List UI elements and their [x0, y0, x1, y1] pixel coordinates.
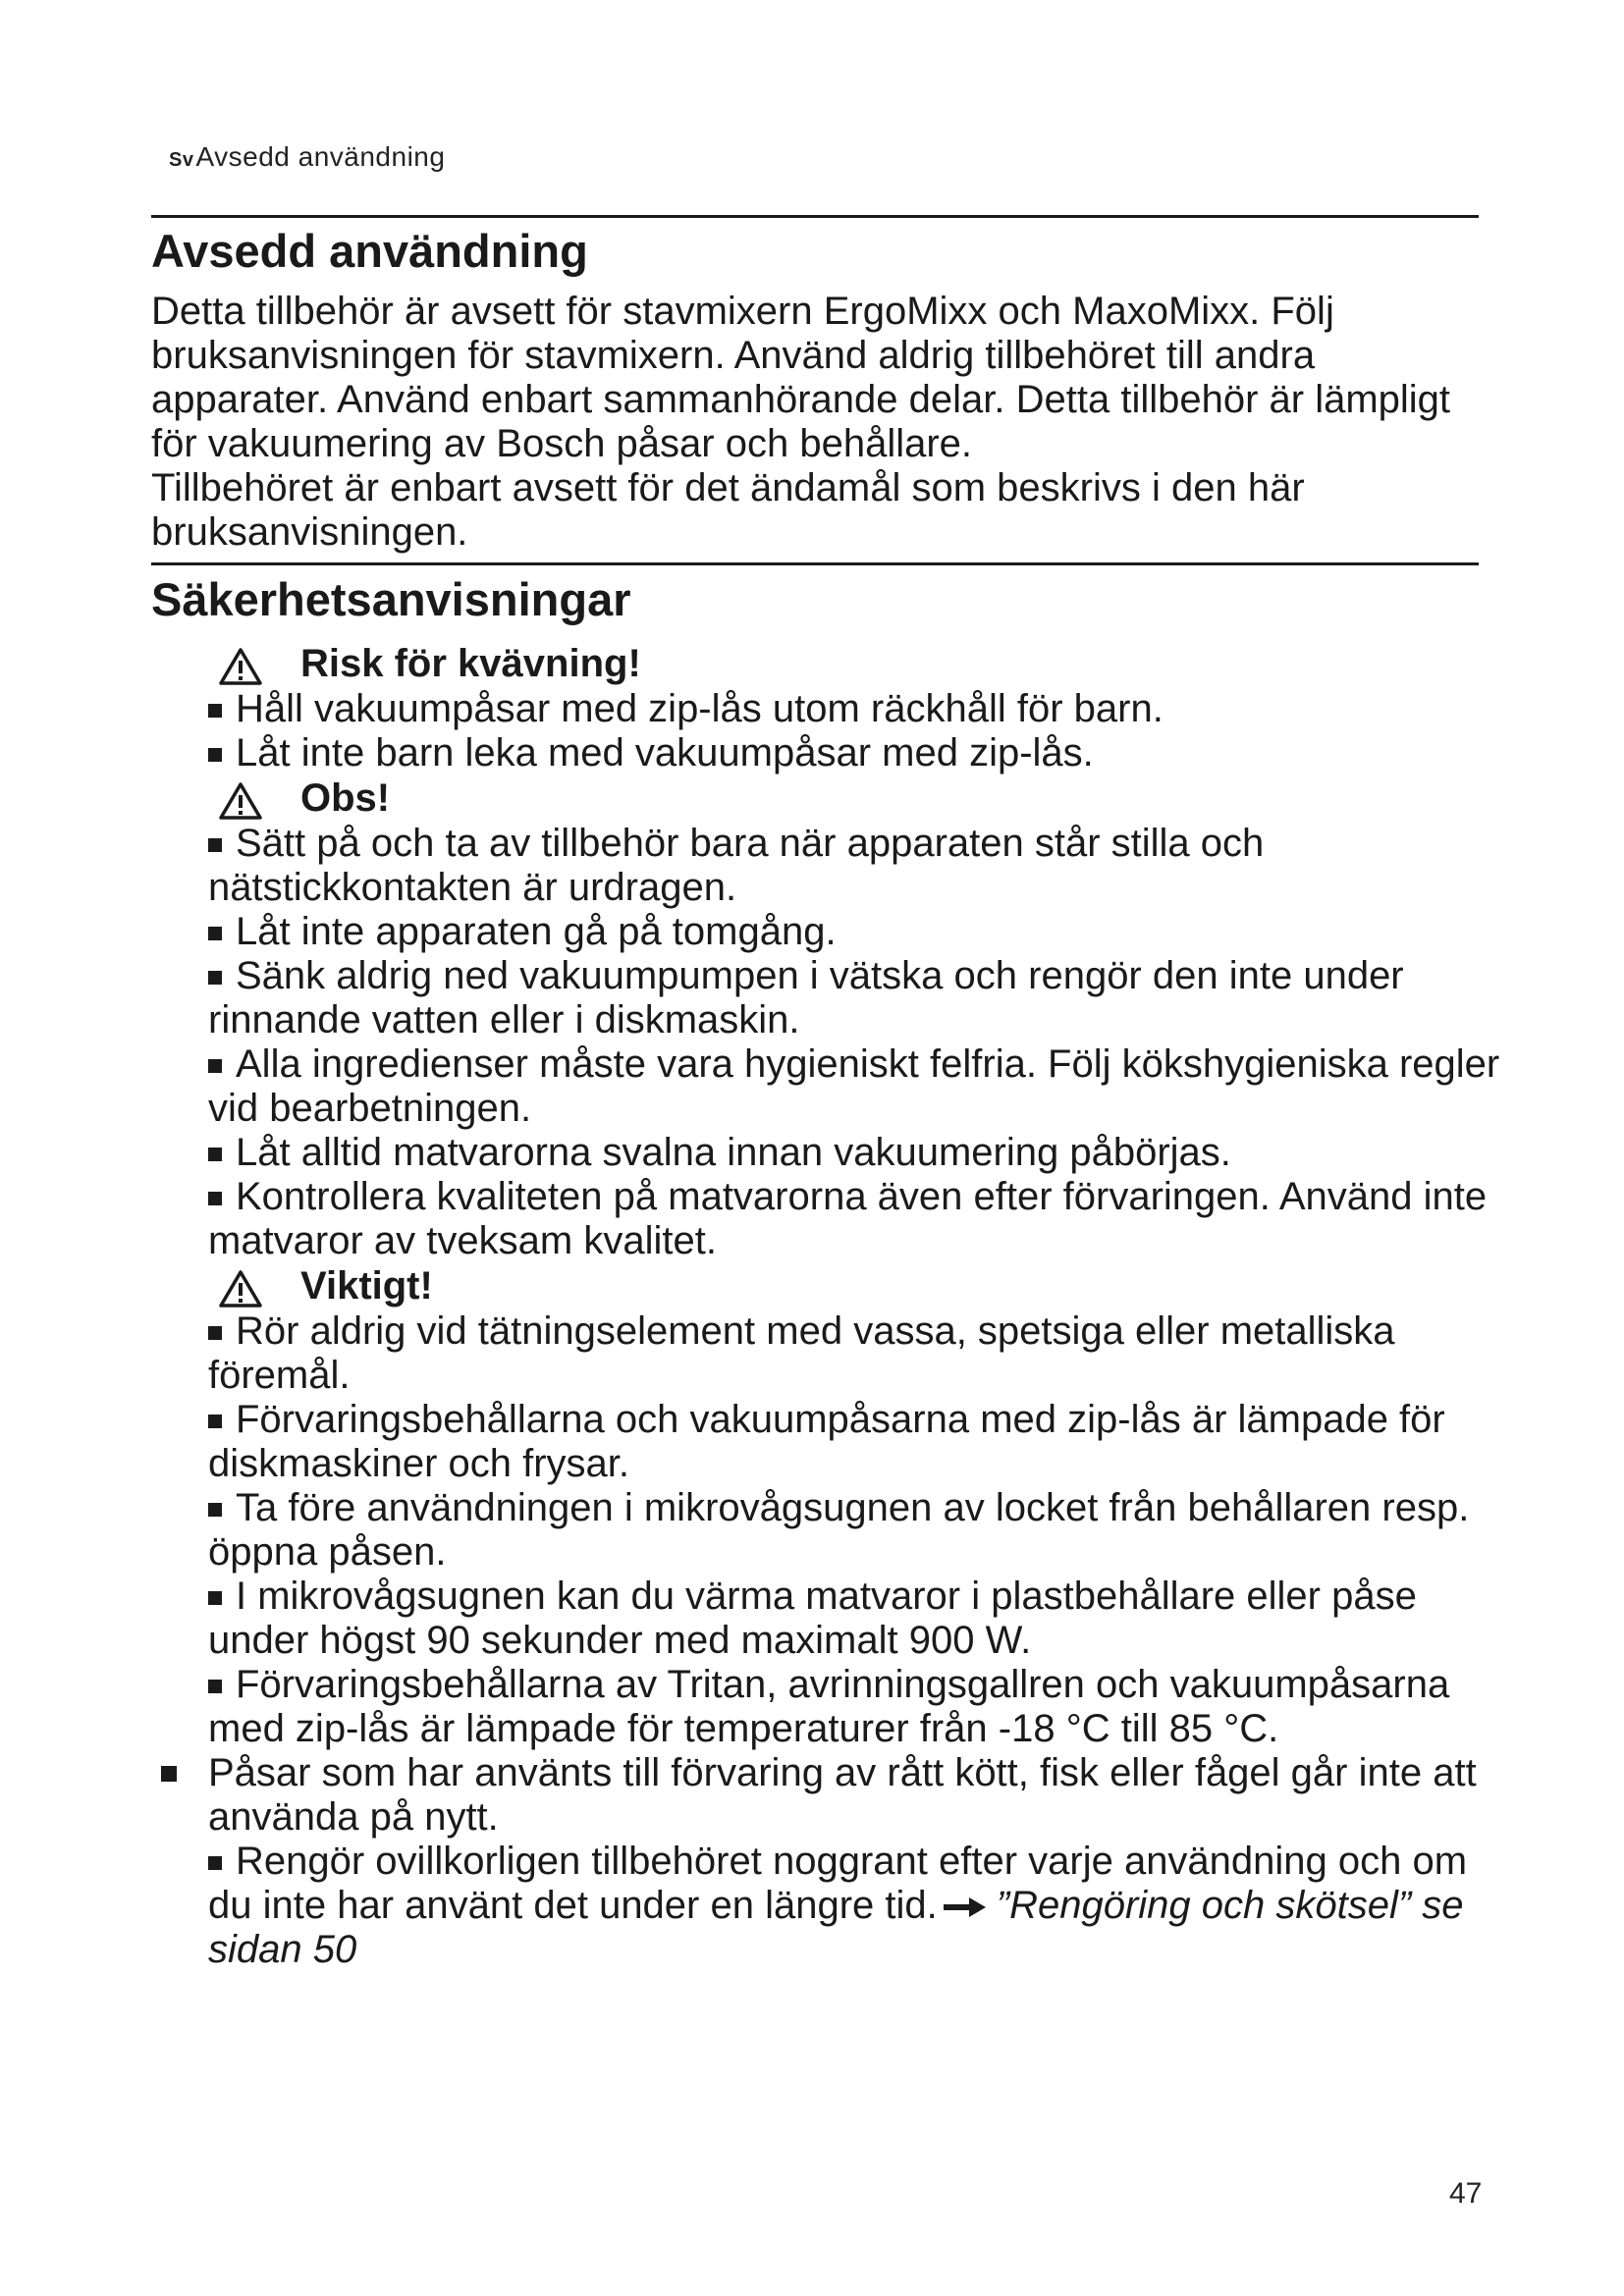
intended-use-paragraph: Detta tillbehör är avsett för stavmixern ErgoMixx och MaxoMixx. Följ bruksanvisningen för stavmixern. Använd aldrig tillbehöret till andra apparater. Använd enbart sammanhörande delar. Detta tillbehör är lämpligt för vakuumering av Bosch påsar och behållare.	[151, 290, 1451, 465]
square-bullet-icon	[208, 1148, 222, 1161]
section-divider	[151, 215, 1479, 218]
cross-reference-link[interactable]: ”Rengöring och skötsel” se sidan 50	[208, 1884, 1464, 1971]
intended-use-text	[151, 290, 1496, 555]
square-bullet-icon	[208, 1591, 222, 1605]
warning-heading	[218, 1263, 1624, 1309]
square-bullet-icon	[208, 1059, 222, 1073]
section-title-intended-use: Avsedd användning	[151, 225, 588, 277]
list-item: Håll vakuumpåsar med zip-lås utom räckhåll för barn.	[208, 687, 1514, 731]
language-code: Sv	[169, 149, 194, 171]
warning-heading-text: Risk för kvävning!	[300, 642, 641, 685]
square-bullet-icon	[208, 1192, 222, 1205]
warning-heading-text: Obs!	[300, 776, 391, 820]
running-header-text: Avsedd användning	[195, 141, 446, 172]
warning-heading	[218, 641, 1624, 687]
list-item: Kontrollera kvaliteten på matvarorna även efter förvaringen. Använd inte matvaror av tveksam kvalitet.	[208, 1175, 1488, 1262]
running-header	[169, 141, 445, 173]
list-item: I mikrovågsugnen kan du värma matvaror i plastbehållare eller påse under högst 90 sekunder med maximalt 900 W.	[208, 1575, 1417, 1662]
square-bullet-icon	[208, 748, 222, 762]
square-bullet-icon	[208, 1503, 222, 1517]
list-item: Rör aldrig vid tätningselement med vassa, spetsiga eller metalliska föremål.	[208, 1309, 1395, 1397]
warning-triangle-icon	[218, 781, 263, 821]
warning-triangle-icon	[218, 647, 263, 686]
square-bullet-icon	[208, 1856, 222, 1870]
square-bullet-icon	[208, 1415, 222, 1428]
list-item: Ta före användningen i mikrovågsugnen av locket från behållaren resp. öppna påsen.	[208, 1486, 1470, 1574]
list-item: Låt inte apparaten gå på tomgång.	[208, 910, 1514, 954]
square-bullet-icon	[208, 704, 222, 718]
square-bullet-icon	[208, 971, 222, 985]
list-item: Låt alltid matvarorna svalna innan vakuumering påbörjas.	[208, 1131, 1514, 1175]
warning-triangle-icon	[218, 1269, 263, 1308]
square-bullet-icon	[208, 927, 222, 940]
list-item: Påsar som har använts till förvaring av rått kött, fisk eller fågel går inte att använda på nytt.	[208, 1751, 1514, 1840]
warning-heading-text: Viktigt!	[300, 1264, 433, 1308]
square-bullet-icon	[208, 838, 222, 852]
square-bullet-icon	[161, 1766, 177, 1782]
list-item: Låt inte barn leka med vakuumpåsar med zip-lås.	[208, 731, 1514, 775]
list-item: Förvaringsbehållarna av Tritan, avrinningsgallren och vakuumpåsarna med zip-lås är lämpade för temperaturer från -18 °C till 85 °C.	[208, 1663, 1450, 1750]
section-divider	[151, 562, 1479, 565]
list-item: Rengör ovillkorligen tillbehöret noggrant efter varje användning och om du inte har använt det under en längre tid. ”Rengöring och skötsel” se sidan 50	[208, 1840, 1468, 1971]
list-item: Sänk aldrig ned vakuumpumpen i vätska och rengör den inte under rinnande vatten eller i diskmaskin.	[208, 954, 1404, 1041]
page-number: 47	[1449, 2177, 1483, 2210]
square-bullet-icon	[208, 1326, 222, 1340]
list-item: Förvaringsbehållarna och vakuumpåsarna med zip-lås är lämpade för diskmaskiner och frysar.	[208, 1398, 1445, 1485]
intended-use-paragraph: Tillbehöret är enbart avsett för det ändamål som beskrivs i den här bruksanvisningen.	[151, 466, 1305, 554]
warning-heading	[218, 775, 1624, 822]
list-item: Alla ingredienser måste vara hygieniskt felfria. Följ kökshygieniska regler vid bearbetningen.	[208, 1042, 1500, 1130]
safety-instructions	[0, 641, 1624, 1972]
list-item: Sätt på och ta av tillbehör bara när apparaten står stilla och nätstickkontakten är urdragen.	[208, 822, 1265, 909]
arrow-right-icon	[944, 1896, 987, 1918]
section-title-safety: Säkerhetsanvisningar	[151, 573, 631, 625]
square-bullet-icon	[208, 1680, 222, 1693]
